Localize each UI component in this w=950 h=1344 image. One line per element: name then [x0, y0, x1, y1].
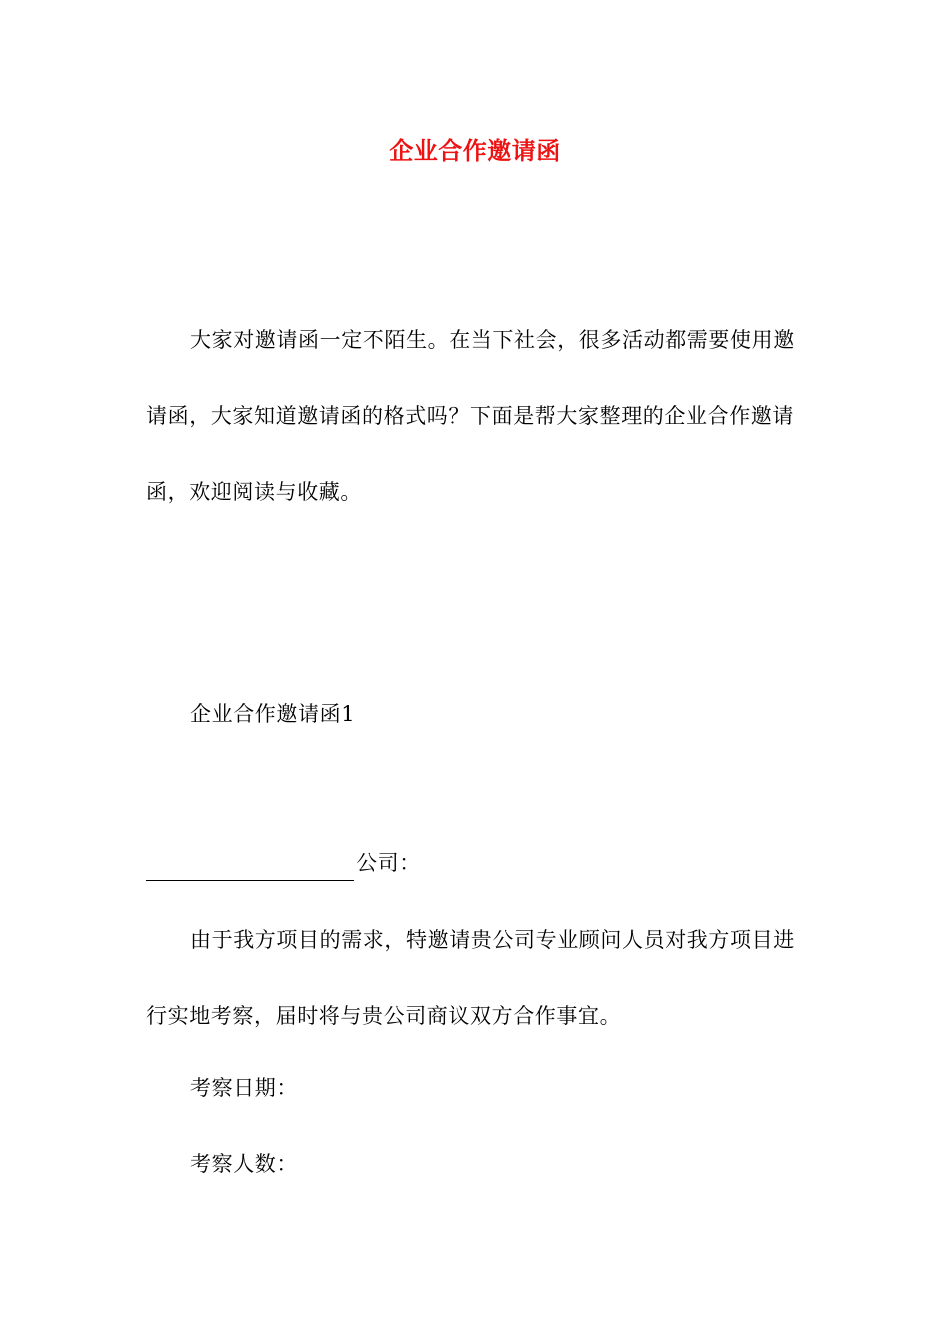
field-inspection-date: 考察日期： [190, 1076, 298, 1100]
addressee-suffix: 公司： [356, 851, 421, 875]
document-title: 企业合作邀请函 [389, 136, 561, 165]
section-heading: 企业合作邀请函1 [190, 702, 356, 726]
addressee-line [146, 845, 421, 881]
body-paragraph: 由于我方项目的需求，特邀请贵公司专业顾问人员对我方项目进行实地考察，届时将与贵公司商议双方合作事宜。 [146, 928, 795, 1028]
field-inspection-count: 考察人数： [190, 1152, 298, 1176]
company-name-blank [146, 852, 354, 881]
intro-paragraph: 大家对邀请函一定不陌生。在当下社会，很多活动都需要使用邀请函，大家知道邀请函的格式吗？下面是帮大家整理的企业合作邀请函，欢迎阅读与收藏。 [146, 328, 795, 504]
